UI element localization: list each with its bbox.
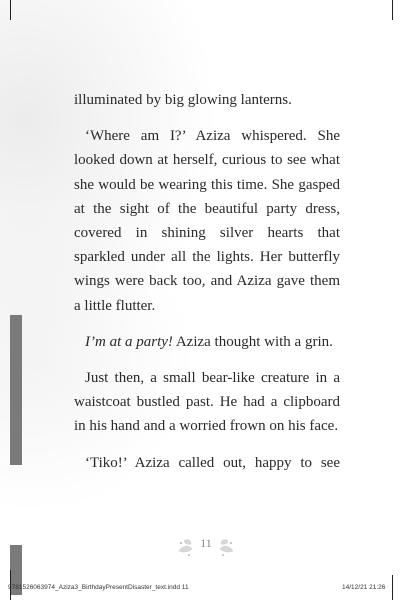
story-text (74, 88, 340, 475)
italic-thought: I’m at a party! (85, 333, 173, 350)
edge-bar-upper (10, 315, 22, 465)
crop-mark-top-left (10, 0, 11, 20)
paragraph-1: illuminated by big glowing lanterns. (74, 92, 292, 108)
crop-mark-top-right (392, 0, 393, 20)
slug-file-info: 9781526063974_Aziza3_BirthdayPresentDisaster_text.indd 11 (8, 584, 189, 591)
page-number: 11 (200, 536, 212, 550)
paragraph-2: ‘Where am I?’ Aziza whispered. She looked down at herself, curious to see what she would be wearing this time. She gasped at the sight of the beautiful party dress, covered in shining silver hearts that sparkled under all the lights. Her butterfly wings were back too, and Aziza gave them a little flutter. (74, 128, 340, 314)
print-slug (0, 582, 412, 594)
paragraph-4: Just then, a small bear-like creature in a waistcoat bustled past. He had a clipboard in his hand and a worried frown on his face. (74, 370, 340, 435)
thought-continuation: Aziza thought with a grin. (172, 333, 333, 350)
paragraph-3 (74, 330, 340, 354)
left-margin-marks (0, 0, 22, 600)
slug-timestamp: 14/12/21 21:26 (342, 584, 386, 591)
paragraph-5: ‘Tiko!’ Aziza called out, happy to see (85, 454, 340, 471)
